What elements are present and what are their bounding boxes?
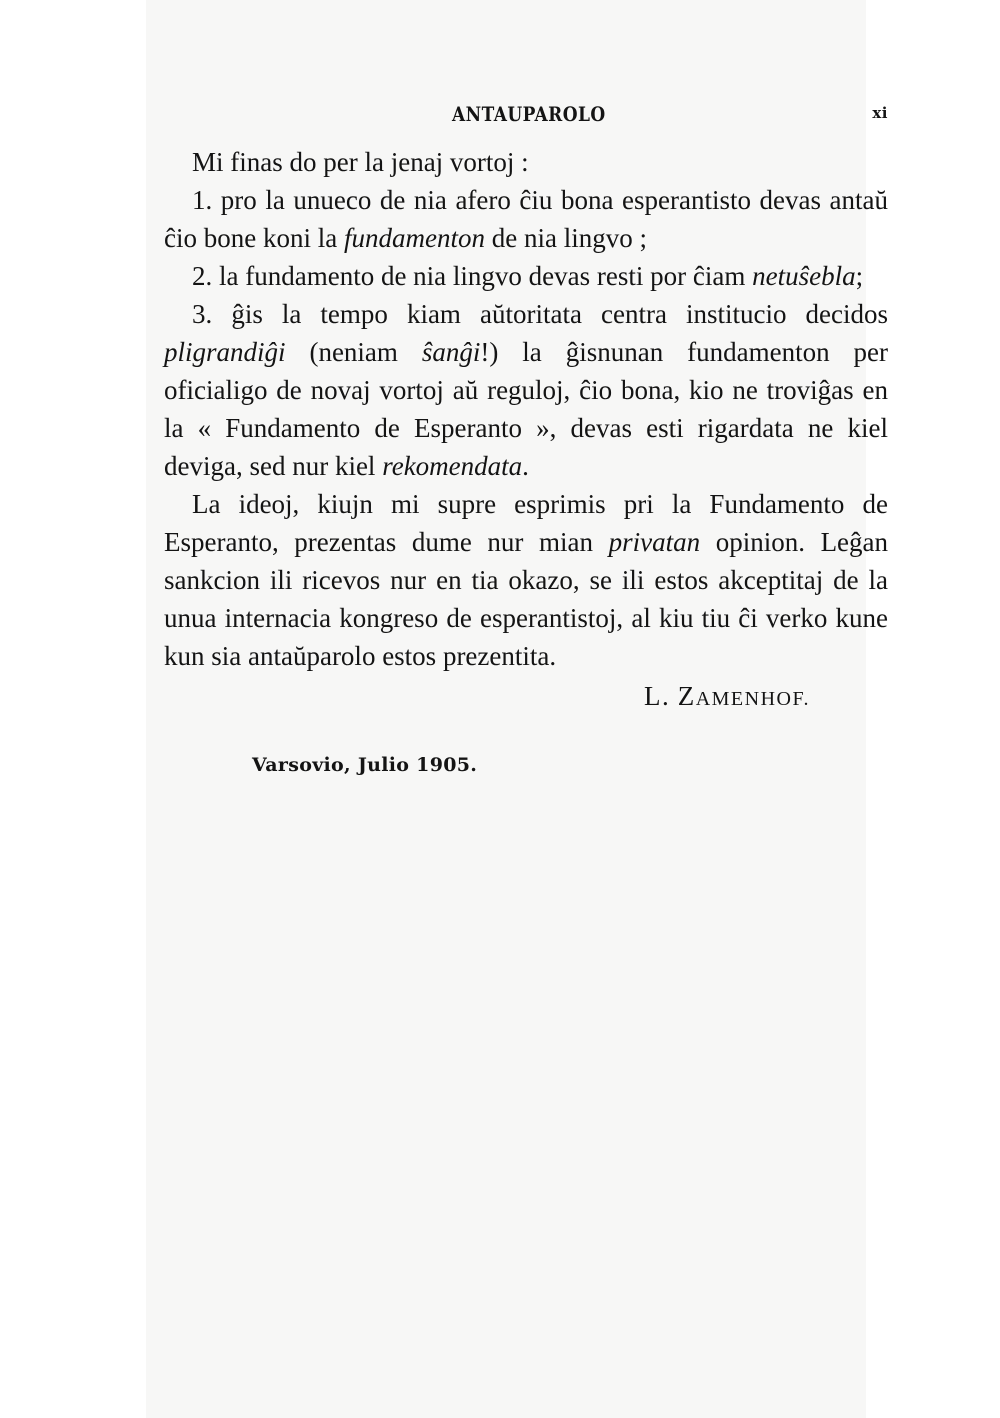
point-number: 3. [192,299,213,329]
running-head [164,96,888,128]
emphasis: rekomendata [382,451,523,481]
page-content [164,96,888,776]
intro-paragraph [164,143,888,181]
signature-initial: L. [643,681,671,711]
closing-text: La ideoj, kiujn mi supre esprimis pri la Fundamento de Esperanto, prezentas dume nur mian [164,489,888,557]
emphasis: netuŝebla [752,261,856,291]
page-number: xi [872,104,888,122]
point-3 [164,295,888,485]
point-number: 1. [192,185,213,215]
emphasis: privatan [608,527,701,557]
point-2 [164,257,888,295]
point-text: la fundamento de nia lingvo devas resti por ĉiam [219,261,746,291]
point-text: !) la ĝisnunan fundamenton per oficialigo de novaj vortoj aŭ reguloj, ĉio bona, kio ne troviĝas en la « Fundamento de Esperanto », devas esti rigardata ne kiel deviga, sed nur kiel [164,337,889,481]
signature-small-caps: AMENHOF. [695,688,810,710]
point-text: ĝis la tempo kiam aŭtoritata centra institucio decidos [231,299,889,329]
closing-text: opinion. Leĝan sankcion ili ricevos nur en tia okazo, se ili estos akceptitaj de la unua internacia kongreso de esperantistoj, al kiu tiu ĉi verko kune kun sia antaŭparolo estos prezentita. [164,527,889,671]
emphasis: fundamenton [343,223,485,253]
intro-text: Mi finas do per la jenaj vortoj : [192,147,529,177]
signature [164,681,810,712]
point-number: 2. [192,261,213,291]
point-text: ; [855,261,864,291]
point-text: (neniam [309,337,398,367]
body-text [164,143,888,675]
dateline: Varsovio, Julio 1905. [252,754,478,776]
closing-paragraph [164,485,888,675]
point-text: de nia lingvo ; [491,223,647,253]
point-1 [164,181,888,257]
emphasis: pligrandiĝi [164,337,286,367]
running-head-title: ANTAUPAROLO [452,102,606,126]
emphasis: ŝanĝi [421,337,481,367]
signature-capital: Z [677,681,696,711]
point-text: . [522,451,529,481]
point-text: pro la unueco de nia afero ĉiu bona esperantisto devas antaŭ ĉio bone koni la [164,185,888,253]
